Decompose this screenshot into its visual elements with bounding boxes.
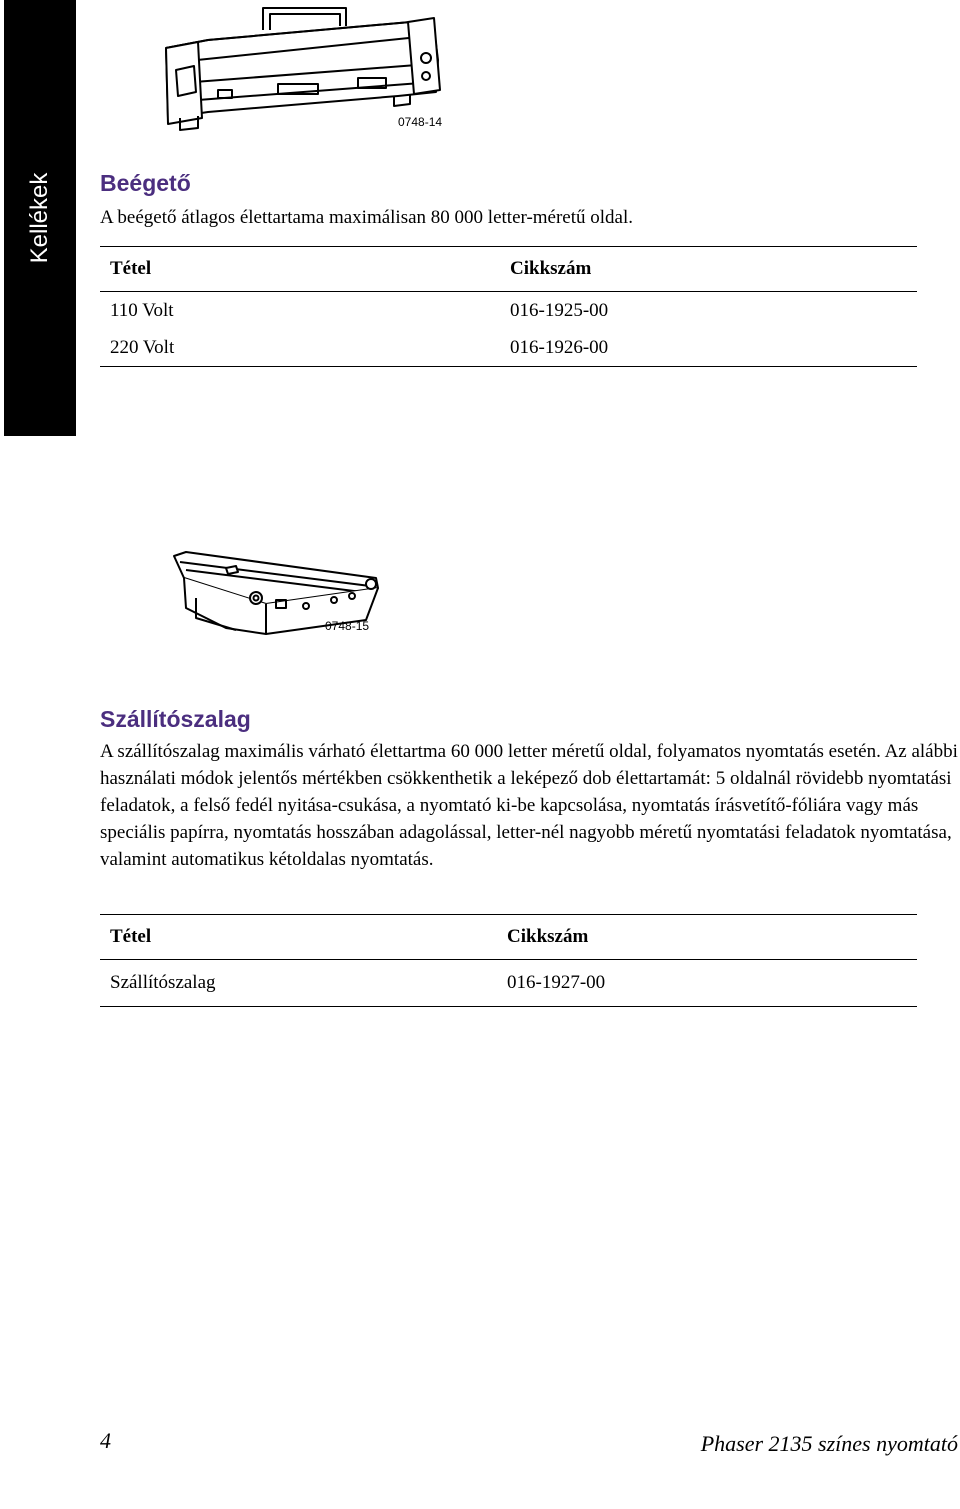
section-side-tab	[4, 0, 76, 436]
item-cell: 110 Volt	[110, 299, 174, 321]
part-number-cell: 016-1926-00	[510, 336, 609, 358]
table-row	[100, 960, 917, 1007]
fuser-figure-label: 0748-14	[398, 115, 443, 129]
belt-parts-table	[100, 914, 917, 1007]
belt-section-title: Szállítószalag	[100, 706, 251, 732]
footer-product-title: Phaser 2135 színes nyomtató	[700, 1431, 958, 1456]
column-header-item: Tétel	[110, 258, 152, 279]
part-number-cell: 016-1925-00	[510, 299, 609, 321]
table-header-row	[100, 915, 917, 960]
column-header-part-number: Cikkszám	[507, 926, 589, 947]
page-number: 4	[100, 1428, 111, 1453]
side-tab-label: Kellékek	[26, 172, 53, 264]
fuser-parts-table	[100, 246, 917, 367]
column-header-item: Tétel	[110, 926, 152, 947]
column-header-part-number: Cikkszám	[510, 258, 592, 279]
table-header-row	[100, 247, 917, 292]
belt-description: A szállítószalag maximális várható élettartma 60 000 letter méretű oldal, folyamatos nyomtatás esetén. Az alábbi használati módok jelentős mértékben csökkenthetik a leképező dob élettartamát: 5 oldalnál rövidebb nyomtatási feladatok, a felső fedél nyitása-csukása, a nyomtató ki-be kapcsolása, nyomtatás írásvetítő-fóliára vagy más speciális papírra, nyomtatás hosszában adagolással, letter-nél nagyobb méretű nyomtatási feladatok nyomtatása, valamint automatikus kétoldalas nyomtatás.	[100, 741, 958, 870]
item-cell: 220 Volt	[110, 336, 175, 358]
belt-figure-label: 0748-15	[325, 619, 370, 633]
table-row	[100, 292, 917, 330]
fuser-section-title: Beégető	[100, 170, 191, 196]
fuser-description: A beégető átlagos élettartama maximálisan 80 000 letter-méretű oldal.	[100, 207, 634, 228]
table-row	[100, 329, 917, 367]
part-number-cell: 016-1927-00	[507, 972, 606, 993]
item-cell: Szállítószalag	[110, 972, 216, 993]
